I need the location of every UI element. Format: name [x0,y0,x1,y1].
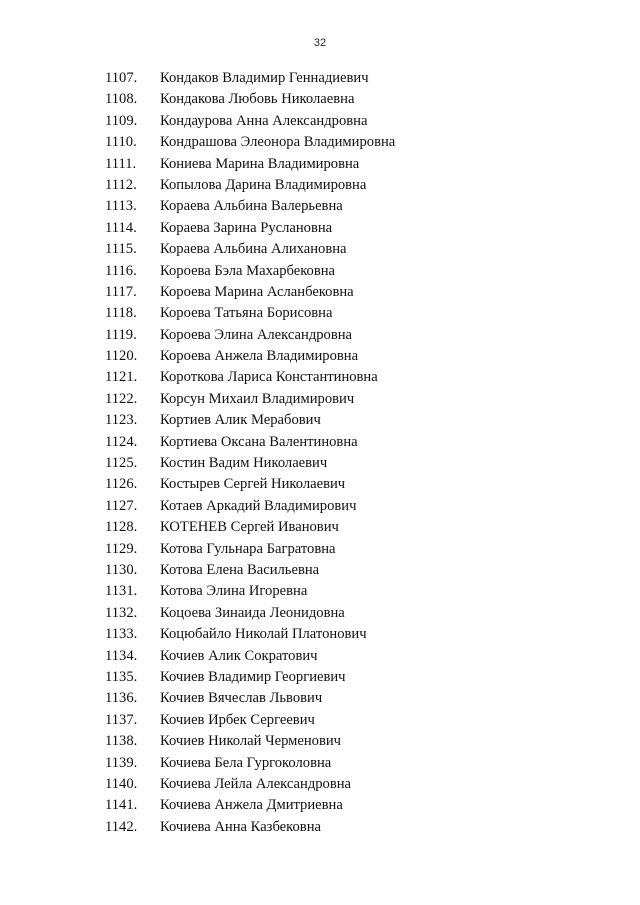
entry-name: Короева Анжела Владимировна [160,348,359,365]
entry-name: Кондаков Владимир Геннадиевич [160,70,369,86]
entry-number: 1128. [105,519,138,536]
entry-name: Кортиева Оксана Валентиновна [160,433,358,450]
entry-number: 1133. [105,626,138,643]
entry-number: 1141. [105,797,138,814]
list-item [0,346,640,367]
name-list [0,68,640,838]
entry-name: Кочиев Вячеслав Львович [160,690,323,707]
entry-number: 1135. [105,668,138,685]
entry-number: 1108. [105,91,138,108]
list-item [0,688,640,709]
entry-name: Костин Вадим Николаевич [160,455,328,472]
entry-name: Котаев Аркадий Владимирович [160,497,357,514]
list-item [0,432,640,453]
entry-number: 1116. [105,262,137,279]
list-item [0,646,640,667]
entry-number: 1134. [105,647,138,664]
page-number: 32 [313,37,327,49]
list-item [0,410,640,431]
entry-name: Кораева Альбина Валерьевна [160,198,343,215]
list-item [0,175,640,196]
entry-number: 1130. [105,561,138,578]
list-item [0,239,640,260]
entry-name: Кочиева Анжела Дмитриевна [160,797,343,814]
entry-number: 1111. [105,155,137,172]
entry-number: 1123. [105,412,138,429]
entry-name: Котова Элина Игоревна [160,583,308,600]
entry-name: Кондаурова Анна Александровна [160,112,368,129]
list-item [0,218,640,239]
entry-name: Кочиев Ирбек Сергеевич [160,711,315,728]
list-item [0,303,640,324]
entry-number: 1119. [105,326,137,343]
list-item [0,774,640,795]
entry-number: 1110. [105,134,137,151]
list-item [0,325,640,346]
entry-name: Котова Гульнара Багратовна [160,540,336,557]
entry-number: 1113. [105,198,137,215]
entry-number: 1140. [105,775,138,792]
list-item [0,389,640,410]
list-item [0,111,640,132]
list-item [0,367,640,388]
entry-name: Короева Марина Асланбековна [160,283,354,300]
entry-number: 1115. [105,241,137,258]
entry-number: 1136. [105,690,138,707]
list-item [0,624,640,645]
list-item [0,603,640,624]
entry-number: 1127. [105,497,138,514]
list-item [0,196,640,217]
entry-name: Кондакова Любовь Николаевна [160,91,355,108]
list-item [0,474,640,495]
list-item [0,517,640,538]
entry-name: Котова Елена Васильевна [160,561,320,578]
entry-name: Короева Татьяна Борисовна [160,305,333,322]
entry-name: Кочиева Лейла Александровна [160,775,352,792]
list-item [0,282,640,303]
entry-number: 1120. [105,348,138,365]
entry-name: Кониева Марина Владимировна [160,155,360,172]
entry-number: 1118. [105,305,137,322]
list-item [0,560,640,581]
entry-name: Кочиев Николай Черменович [160,733,342,750]
entry-name: Коцюбайло Николай Платонович [160,626,367,643]
list-item [0,89,640,110]
entry-name: Копылова Дарина Владимировна [160,176,367,193]
entry-name: Корсун Михаил Владимирович [160,390,355,407]
list-item [0,753,640,774]
entry-name: Костырев Сергей Николаевич [160,476,346,493]
entry-name: Коцоева Зинаида Леонидовна [160,604,345,621]
entry-number: 1132. [105,604,138,621]
entry-number: 1114. [105,219,137,236]
list-item [0,710,640,731]
entry-number: 1138. [105,733,138,750]
entry-name: Кондрашова Элеонора Владимировна [160,134,396,151]
entry-number: 1137. [105,711,138,728]
list-item [0,817,640,838]
list-item [0,68,640,89]
entry-number: 1139. [105,754,138,771]
entry-name: Кочиева Бела Гургоколовна [160,754,332,771]
entry-number: 1109. [105,112,138,129]
entry-number: 1126. [105,476,138,493]
list-item [0,581,640,602]
entry-number: 1129. [105,540,138,557]
entry-name: Короева Бэла Махарбековна [160,262,336,279]
list-item [0,667,640,688]
entry-number: 1122. [105,390,138,407]
list-item [0,795,640,816]
list-item [0,453,640,474]
list-item [0,539,640,560]
entry-number: 1125. [105,455,138,472]
entry-number: 1124. [105,433,138,450]
entry-number: 1107. [105,70,138,86]
entry-name: Кочиев Владимир Георгиевич [160,668,346,685]
entry-number: 1117. [105,283,137,300]
entry-name: Кораева Зарина Руслановна [160,219,333,236]
entry-number: 1112. [105,176,137,193]
list-item [0,261,640,282]
entry-number: 1142. [105,818,138,835]
entry-number: 1121. [105,369,138,386]
entry-name: Кораева Альбина Алихановна [160,241,347,258]
list-item [0,132,640,153]
entry-name: Кортиев Алик Мерабович [160,412,321,429]
entry-name: Короткова Лариса Константиновна [160,369,378,386]
list-item [0,154,640,175]
entry-name: Кочиева Анна Казбековна [160,818,321,835]
entry-number: 1131. [105,583,138,600]
list-item [0,731,640,752]
entry-name: Короева Элина Александровна [160,326,353,343]
entry-name: КОТЕНЕВ Сергей Иванович [160,519,339,536]
entry-name: Кочиев Алик Сократович [160,647,318,664]
list-item [0,496,640,517]
